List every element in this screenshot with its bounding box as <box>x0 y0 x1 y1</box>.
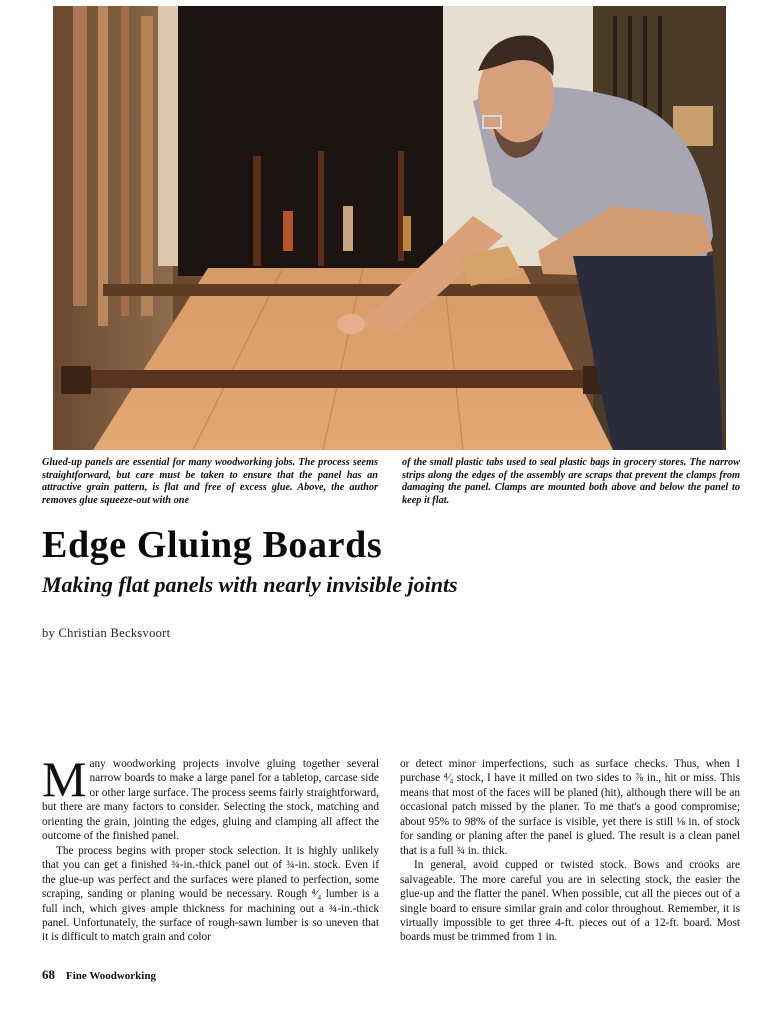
page-footer <box>42 967 156 983</box>
page-number: 68 <box>42 967 55 982</box>
magazine-name: Fine Woodworking <box>66 970 156 982</box>
article-paragraph <box>42 751 379 844</box>
article-byline: by Christian Becksvoort <box>42 626 171 640</box>
photo-caption-left: Glued-up panels are essential for many woodworking jobs. The process seems straightforward, but care must be taken to ensure that the panel has an attractive grain pattern, is flat and free of excess glue. Above, the author removes glue squeeze-out with one <box>42 457 378 506</box>
workshop-photo-icon <box>53 6 726 450</box>
article-column-right <box>400 757 740 945</box>
photo-caption-right: of the small plastic tabs used to seal plastic bags in grocery stores. The narrow strips along the edges of the assembly are scraps that prevent the clamps from damaging the panel. Clamps are mounted both above and below the panel to keep it flat. <box>402 457 740 506</box>
article-paragraph: The process begins with proper stock selection. It is highly unlikely that you can get a finished ¾-in.-thick panel out of ¾-in. stock. Even if the glue-up was perfect and the surfaces were planed to perfection, some scraping, sanding or planing would be necessary. Rough ⁴⁄₄ lumber is a full inch, which gives ample thickness for machining out a ¾-in.-thick panel. Unfortunately, the surface of rough-sawn lumber is so uneven that it is difficult to match grain and color <box>42 844 379 944</box>
article-subtitle: Making flat panels with nearly invisible joints <box>42 572 458 597</box>
article-title: Edge Gluing Boards <box>42 524 383 566</box>
article-paragraph: or detect minor imperfections, such as surface checks. Thus, when I purchase ⁴⁄₄ stock, I have it milled on two sides to ⅞ in., hit or miss. This means that most of the faces will be planed (hit), although there will be an occasional patch missed by the planer. To me that's a good compromise; about 95% to 98% of the surface is visible, yet there is still ⅛ in. of stock for sanding or planing after the panel is glued. The result is a clean panel that is a full ¾ in. thick. <box>400 758 740 857</box>
paragraph-text: any woodworking projects involve gluing together several narrow boards to make a large panel for a tabletop, carcase side or other large surface. The process seems fairly straightforward, but there are many factors to consider. Selecting the stock, matching and orienting the grain, jointing the edges, gluing and clamping all affect the outcome of the finished panel. <box>42 758 379 843</box>
article-paragraph: In general, avoid cupped or twisted stock. Bows and crooks are salvageable. The more careful you are in selecting stock, the easier the glue-up and the flatter the panel. When possible, cut all the pieces out of a single board to ensure similar grain and color throughout. Remember, it is virtually impossible to get three 4-ft. pieces out of a 12-ft. board. Most boards must be trimmed from 1 in. <box>400 859 740 944</box>
workshop-photo <box>53 6 726 450</box>
article-column-left <box>42 751 379 945</box>
drop-cap: M <box>42 751 87 807</box>
